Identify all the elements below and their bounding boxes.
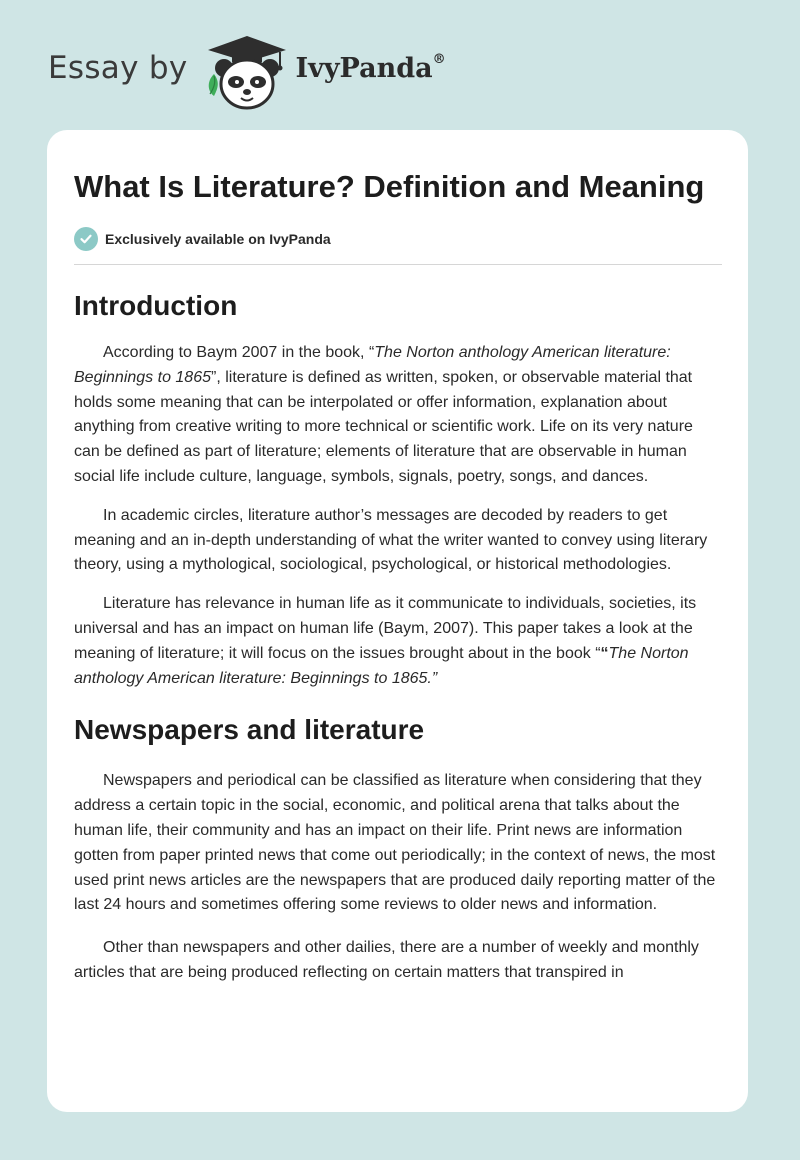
- paragraph: Newspapers and periodical can be classified as literature when considering that they address a certain topic in the social, economic, and political arena that talks about the human life, their community and has an impact on their life. Print news are information gotten from paper printed news that come out periodically; in the context of news, the most used print news articles are the newspapers that are produced daily reporting matter of the last 24 hours and sometimes offering some reviews to older news and information.: [74, 772, 716, 914]
- check-icon: [74, 227, 98, 251]
- paragraph: Literature has relevance in human life as it communicate to individuals, societies, its universal and has an impact on human life (Baym, 2007). This paper takes a look at the meaning of literature; it will focus on the issues brought about in the book ““The Norton anthology American literature: Beginnings to 1865.”: [74, 595, 697, 687]
- exclusive-label: Exclusively available on IvyPanda: [105, 231, 331, 247]
- page-title: What Is Literature? Definition and Meaning: [74, 169, 705, 204]
- registered-mark: ®: [432, 51, 446, 67]
- section-heading-newspapers: Newspapers and literature: [74, 714, 425, 746]
- paragraph: Other than newspapers and other dailies, there are a number of weekly and monthly articles that are being produced reflecting on certain matters that transpired in: [74, 939, 699, 981]
- section-heading-introduction: Introduction: [74, 290, 238, 321]
- exclusive-badge: [74, 227, 722, 265]
- brand-name[interactable]: IvyPanda®: [295, 51, 446, 84]
- paragraph: In academic circles, literature author’s messages are decoded by readers to get meaning and an in-depth understanding of what the writer wanted to convey using literary theory, using a mythological, sociological, psychological, or historical methodologies.: [74, 506, 708, 574]
- paragraph: According to Baym 2007 in the book, “The Norton anthology American literature: Beginnings to 1865”, literature is defined as written, spoken, or observable material that holds some meaning that can be interpolated or offer information, explanation about anything from creative writing to more technical or scientific work. Life on its very nature can be defined as part of literature; elements of literature that are observable in human social life include culture, language, symbols, signals, poetry, songs, and dances.: [74, 344, 693, 485]
- site-header: [48, 32, 446, 112]
- essay-by-label: Essay by: [48, 50, 188, 86]
- panda-graduate-icon[interactable]: [202, 32, 292, 112]
- article-card: [47, 130, 748, 1112]
